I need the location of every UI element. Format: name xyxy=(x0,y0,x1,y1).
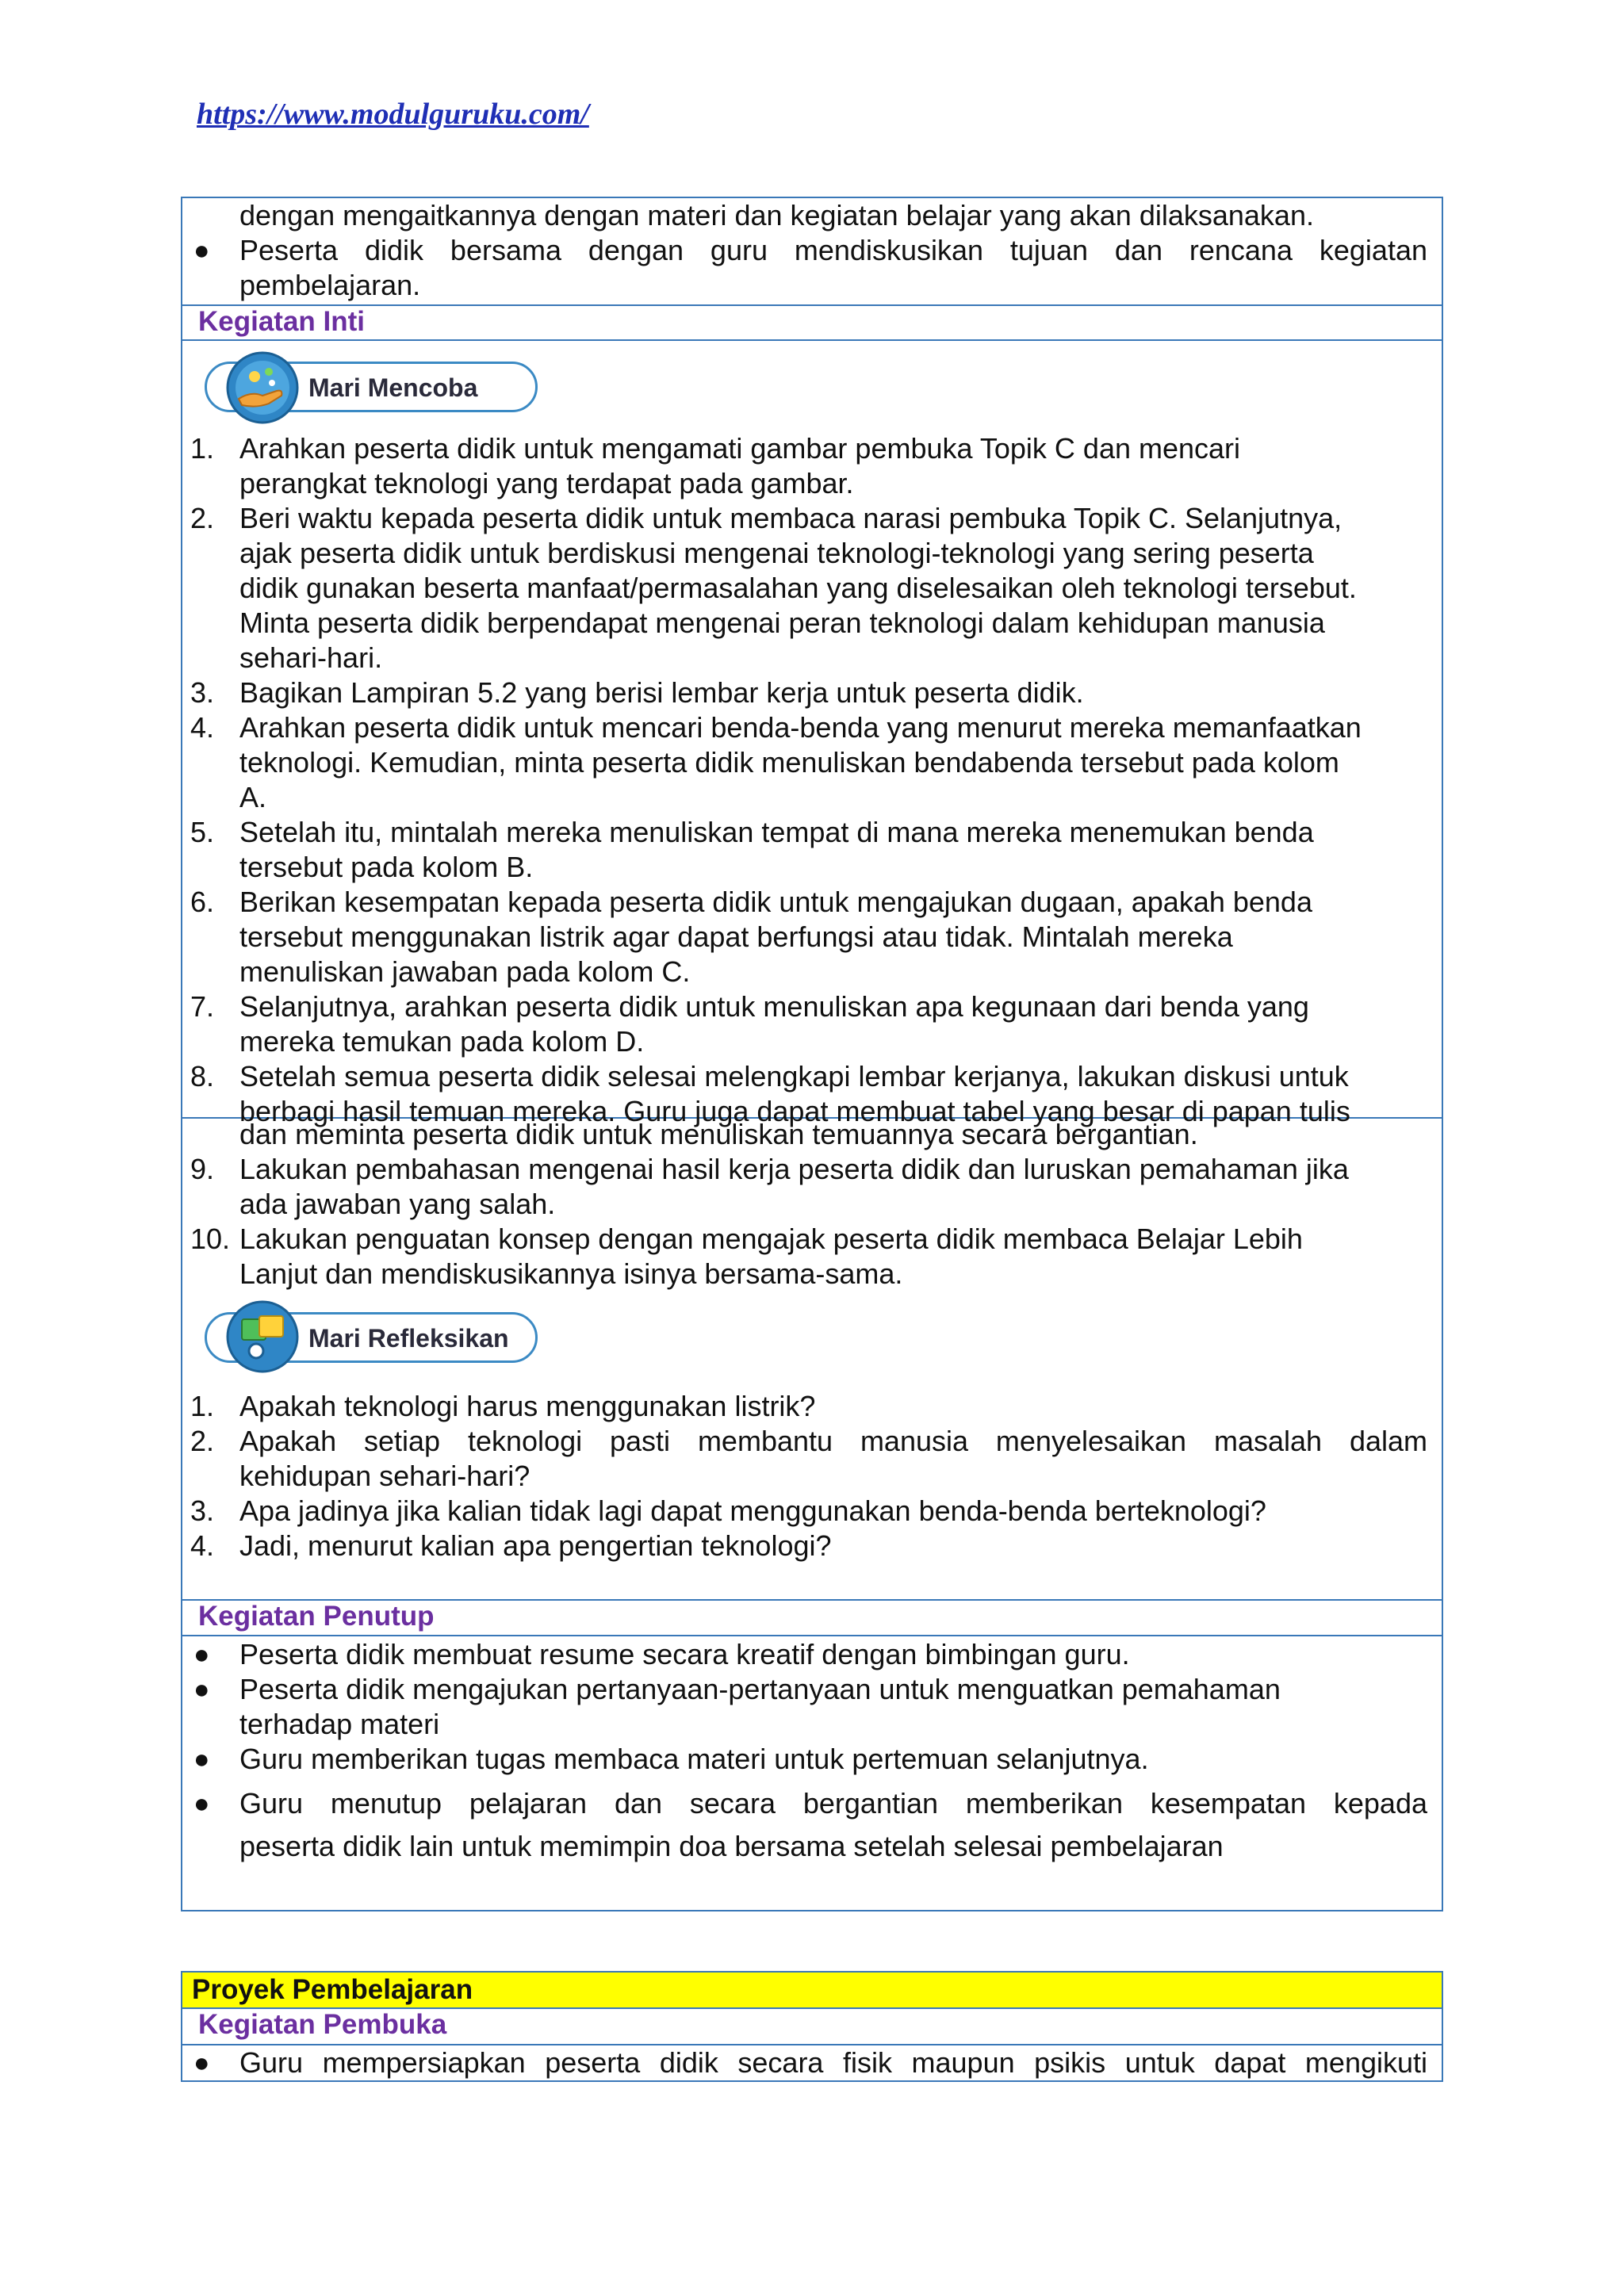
list-item-line: Apakah teknologi harus menggunakan listrik? xyxy=(239,1390,816,1422)
list-number: 10. xyxy=(190,1223,231,1255)
mari-refleksikan-badge xyxy=(205,1312,538,1363)
row-divider xyxy=(182,1635,1442,1636)
list-item-line: sehari-hari. xyxy=(239,641,383,674)
list-item-line: Setelah itu, mintalah mereka menuliskan tempat di mana mereka menemukan benda xyxy=(239,816,1314,848)
intro-line: Peserta didik bersama dengan guru mendiskusikan tujuan dan rencana kegiatan xyxy=(239,234,1427,266)
row-divider xyxy=(182,304,1442,306)
kegiatan-penutup-heading: Kegiatan Penutup xyxy=(198,1601,435,1632)
list-number: 2. xyxy=(190,1425,215,1457)
list-number: 7. xyxy=(190,990,215,1023)
bullet-icon: ● xyxy=(193,1674,210,1705)
list-number: 3. xyxy=(190,1494,215,1527)
list-item-line: Bagikan Lampiran 5.2 yang berisi lembar kerja untuk peserta didik. xyxy=(239,676,1084,709)
row-divider xyxy=(182,339,1442,341)
hand-gear-icon xyxy=(224,350,301,426)
list-number: 5. xyxy=(190,816,215,848)
bullet-icon: ● xyxy=(193,1640,210,1670)
bullet-item-line: Peserta didik membuat resume secara kreatif dengan bimbingan guru. xyxy=(239,1638,1130,1670)
list-item-line: Lakukan pembahasan mengenai hasil kerja peserta didik dan luruskan pemahaman jika xyxy=(239,1153,1349,1185)
list-item-line: kehidupan sehari-hari? xyxy=(239,1460,530,1492)
list-item-line: perangkat teknologi yang terdapat pada gambar. xyxy=(239,467,854,499)
bullet-item-line: peserta didik lain untuk memimpin doa bersama setelah selesai pembelajaran xyxy=(239,1830,1224,1862)
kegiatan-pembuka-heading: Kegiatan Pembuka xyxy=(198,2009,447,2040)
list-number: 8. xyxy=(190,1060,215,1093)
mari-refleksikan-label: Mari Refleksikan xyxy=(308,1324,509,1353)
list-item-line: teknologi. Kemudian, minta peserta didik menuliskan bendabenda tersebut pada kolom xyxy=(239,746,1339,779)
list-item-line: Arahkan peserta didik untuk mencari benda-benda yang menurut mereka memanfaatkan xyxy=(239,711,1362,744)
mari-mencoba-label: Mari Mencoba xyxy=(308,373,478,402)
bullet-item-line: Guru mempersiapkan peserta didik secara fisik maupun psikis untuk dapat mengikuti xyxy=(239,2046,1427,2079)
list-item-line: didik gunakan beserta manfaat/permasalahan yang diselesaikan oleh teknologi tersebut. xyxy=(239,572,1357,604)
list-item-line: mereka temukan pada kolom D. xyxy=(239,1025,645,1058)
list-item-line: Minta peserta didik berpendapat mengenai peran teknologi dalam kehidupan manusia xyxy=(239,607,1325,639)
list-item-line: tersebut pada kolom B. xyxy=(239,851,534,883)
intro-line: pembelajaran. xyxy=(239,269,421,301)
list-item-line: Berikan kesempatan kepada peserta didik untuk mengajukan dugaan, apakah benda xyxy=(239,886,1312,918)
list-item-line: dan meminta peserta didik untuk menuliskan temuannya secara bergantian. xyxy=(239,1118,1198,1150)
list-number: 2. xyxy=(190,502,215,534)
bullet-item-line: Guru memberikan tugas membaca materi untuk pertemuan selanjutnya. xyxy=(239,1743,1149,1775)
reflection-cards-icon xyxy=(224,1299,301,1375)
list-item-line: Selanjutnya, arahkan peserta didik untuk menuliskan apa kegunaan dari benda yang xyxy=(239,990,1309,1023)
website-url-link[interactable]: https://www.modulguruku.com/ xyxy=(197,98,589,131)
list-item-line: tersebut menggunakan listrik agar dapat berfungsi atau tidak. Mintalah mereka xyxy=(239,920,1233,953)
bullet-icon: ● xyxy=(193,235,210,266)
list-item-line: Apa jadinya jika kalian tidak lagi dapat menggunakan benda-benda berteknologi? xyxy=(239,1494,1266,1527)
list-number: 3. xyxy=(190,676,215,709)
bullet-icon: ● xyxy=(193,1744,210,1774)
list-number: 6. xyxy=(190,886,215,918)
lesson-activities-table-continued xyxy=(181,1117,1443,1911)
bullet-icon: ● xyxy=(193,1789,210,1819)
list-item-line: A. xyxy=(239,781,267,813)
list-item-line: Setelah semua peserta didik selesai melengkapi lembar kerjanya, lakukan diskusi untuk xyxy=(239,1060,1349,1093)
list-number: 1. xyxy=(190,1390,215,1422)
bullet-icon: ● xyxy=(193,2048,210,2078)
list-item-line: berbagi hasil temuan mereka. Guru juga dapat membuat tabel yang besar di papan tulis xyxy=(239,1095,1350,1127)
list-item-line: ada jawaban yang salah. xyxy=(239,1188,556,1220)
list-item-line: Beri waktu kepada peserta didik untuk membaca narasi pembuka Topik C. Selanjutnya, xyxy=(239,502,1342,534)
list-item-line: Jadi, menurut kalian apa pengertian teknologi? xyxy=(239,1529,832,1562)
kegiatan-inti-heading: Kegiatan Inti xyxy=(198,306,366,337)
list-item-line: menuliskan jawaban pada kolom C. xyxy=(239,955,691,988)
proyek-pembelajaran-title: Proyek Pembelajaran xyxy=(192,1974,473,2005)
list-item-line: Apakah setiap teknologi pasti membantu manusia menyelesaikan masalah dalam xyxy=(239,1425,1427,1457)
bullet-item-line: Peserta didik mengajukan pertanyaan-pertanyaan untuk menguatkan pemahaman xyxy=(239,1673,1281,1705)
intro-line: dengan mengaitkannya dengan materi dan kegiatan belajar yang akan dilaksanakan. xyxy=(239,199,1314,232)
list-item-line: Lakukan penguatan konsep dengan mengajak peserta didik membaca Belajar Lebih xyxy=(239,1223,1303,1255)
mari-mencoba-badge xyxy=(205,362,538,412)
list-number: 1. xyxy=(190,432,215,465)
list-item-line: Lanjut dan mendiskusikannya isinya bersama-sama. xyxy=(239,1257,903,1290)
project-learning-table xyxy=(181,1971,1443,2082)
list-item-line: ajak peserta didik untuk berdiskusi mengenai teknologi-teknologi yang sering peserta xyxy=(239,537,1314,569)
list-number: 4. xyxy=(190,711,215,744)
bullet-item-line: Guru menutup pelajaran dan secara bergantian memberikan kesempatan kepada xyxy=(239,1787,1427,1820)
list-item-line: Arahkan peserta didik untuk mengamati gambar pembuka Topik C dan mencari xyxy=(239,432,1241,465)
bullet-item-line: terhadap materi xyxy=(239,1708,440,1740)
lesson-activities-table xyxy=(181,197,1443,1127)
list-number: 4. xyxy=(190,1529,215,1562)
list-number: 9. xyxy=(190,1153,215,1185)
